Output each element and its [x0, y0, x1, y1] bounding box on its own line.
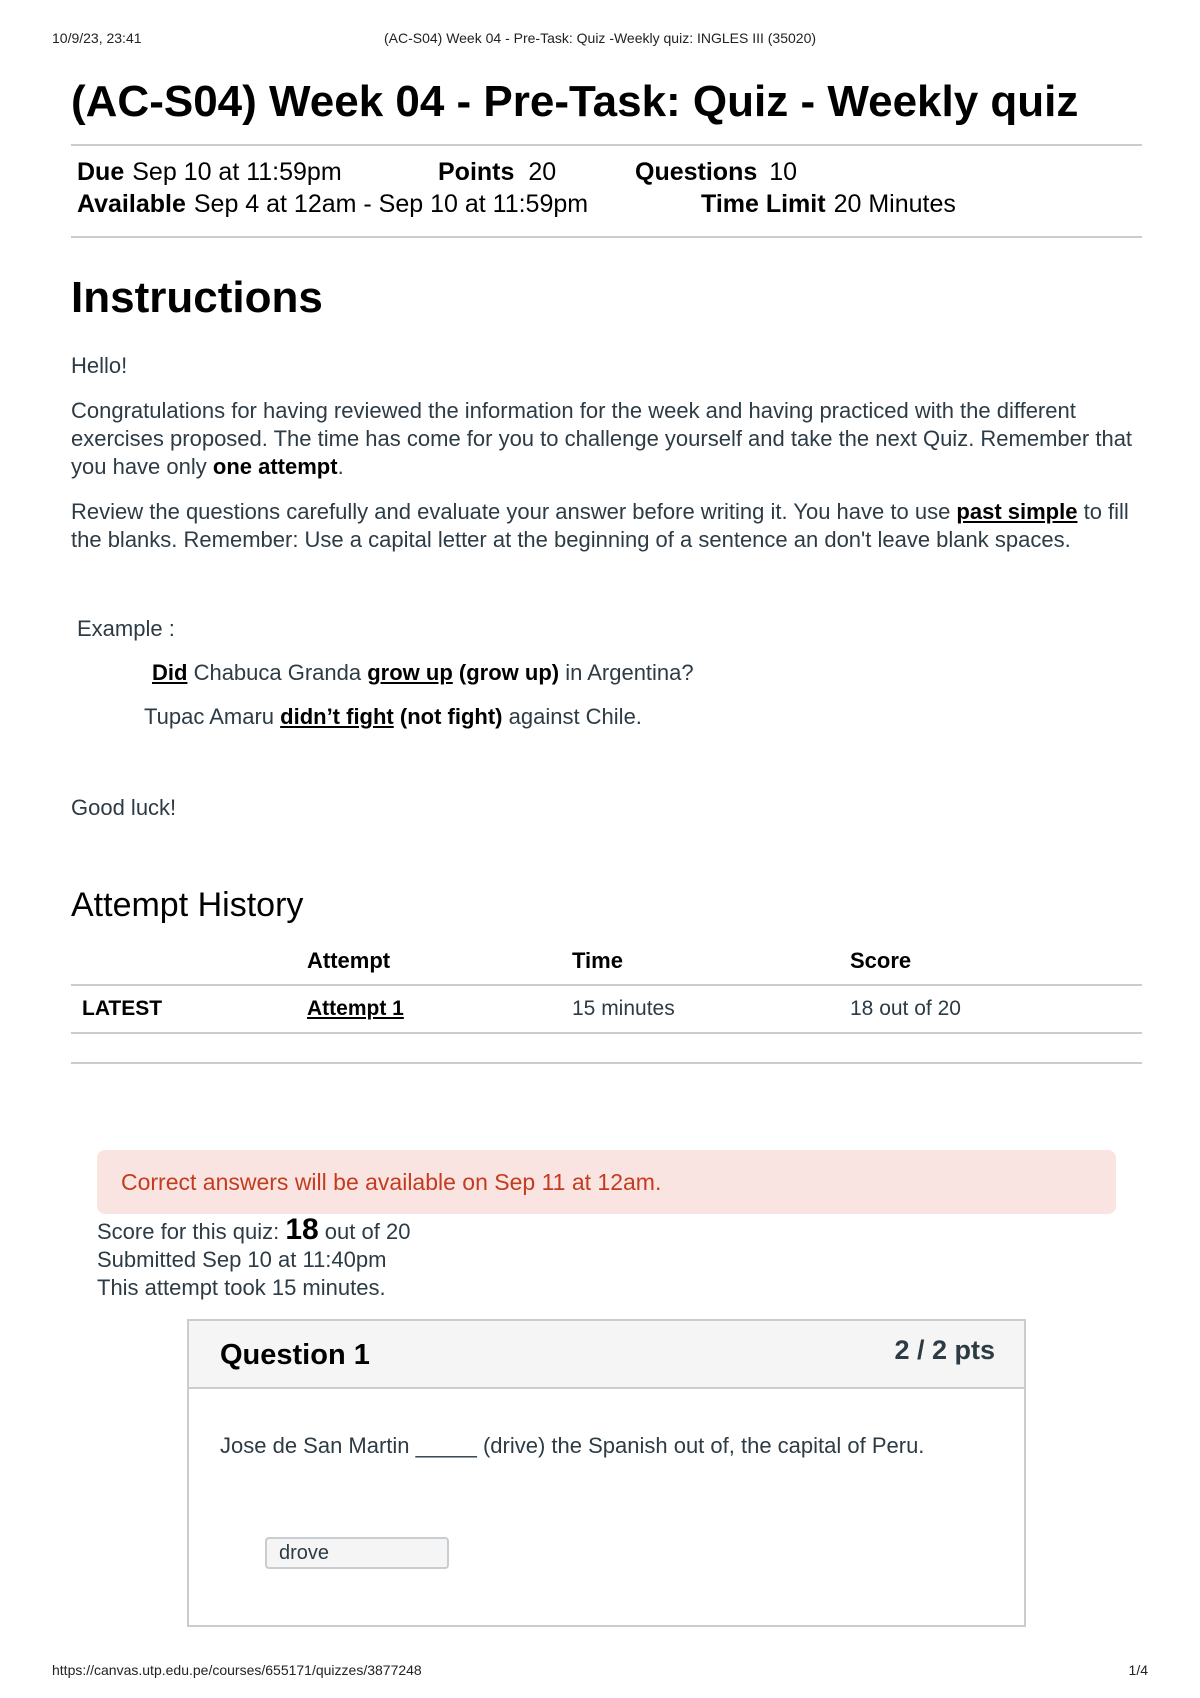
print-page-title: (AC-S04) Week 04 - Pre-Task: Quiz -Weekly quiz: INGLES III (35020): [383, 30, 817, 46]
example-sentence-1: [71, 659, 1142, 687]
p1-end: .: [337, 454, 344, 479]
table-row: [71, 985, 1142, 1033]
attempt-history-table: [71, 937, 1142, 1034]
question-1-answer-field: drove: [265, 1537, 449, 1569]
example-sentence-2: [71, 703, 1142, 731]
due-value: Sep 10 at 11:59pm: [132, 158, 342, 186]
print-header: [52, 30, 1148, 50]
available-detail: [77, 190, 588, 219]
column-header-blank: [71, 937, 307, 985]
question-1-header: [189, 1321, 1024, 1389]
points-detail: [438, 158, 556, 187]
print-footer: [52, 1662, 1148, 1682]
print-page-number: 1/4: [1128, 1662, 1148, 1678]
instructions-paragraph-2: [71, 498, 1142, 554]
time-limit-detail: [701, 190, 956, 219]
print-datetime: 10/9/23, 23:41: [52, 30, 142, 46]
question-1-body: [189, 1389, 1024, 1625]
duration-line: This attempt took 15 minutes.: [97, 1275, 386, 1300]
score-suffix: out of 20: [318, 1219, 411, 1244]
example2-end: against Chile.: [502, 704, 642, 729]
example1-verb: grow up: [367, 660, 453, 685]
score-prefix: Score for this quiz:: [97, 1219, 286, 1244]
attempt-time: 15 minutes: [572, 985, 850, 1033]
attempt-score: 18 out of 20: [850, 985, 1142, 1033]
hello-text: Hello!: [71, 353, 128, 378]
questions-value: 10: [769, 158, 798, 186]
available-value: Sep 4 at 12am - Sep 10 at 11:59pm: [193, 190, 589, 218]
example-label: Example :: [77, 616, 175, 641]
example2-start: Tupac Amaru: [144, 704, 281, 729]
correct-answers-alert: Correct answers will be available on Sep 11 at 12am.: [97, 1150, 1116, 1214]
column-header-time: Time: [572, 937, 850, 985]
instructions-paragraph-1: [71, 397, 1142, 481]
available-label: Available: [77, 190, 186, 218]
score-summary: [97, 1213, 411, 1302]
past-simple-emphasis: past simple: [956, 499, 1078, 524]
attempt-1-link[interactable]: Attempt 1: [307, 997, 404, 1020]
submitted-line: Submitted Sep 10 at 11:40pm: [97, 1247, 387, 1272]
one-attempt-bold: one attempt: [212, 454, 338, 479]
score-value: 18: [285, 1213, 319, 1246]
questions-detail: [635, 158, 797, 187]
example1-hint: (grow up): [452, 660, 560, 685]
due-detail: [77, 158, 342, 187]
quiz-details: [71, 146, 1142, 238]
quiz-score-line: [97, 1213, 411, 1246]
time-limit-label: Time Limit: [701, 190, 826, 218]
print-url: https://canvas.utp.edu.pe/courses/655171/quizzes/3877248: [52, 1662, 422, 1678]
time-limit-value: 20 Minutes: [833, 190, 956, 218]
example2-hint: (not fight): [393, 704, 503, 729]
column-header-attempt: Attempt: [307, 937, 572, 985]
due-label: Due: [77, 158, 125, 186]
question-1-title: Question 1: [220, 1339, 370, 1371]
example1-end: in Argentina?: [559, 660, 694, 685]
question-1-text: Jose de San Martin _____ (drive) the Spanish out of, the capital of Peru.: [220, 1433, 925, 1458]
p2-end: to fill the blanks. Remember: Use a capital letter at the beginning of a sentence an don't leave blank spaces.: [71, 499, 1129, 552]
section-divider: [71, 1062, 1142, 1064]
example1-did: Did: [152, 660, 188, 685]
example2-verb: didn’t fight: [280, 704, 394, 729]
p1-text: Congratulations for having reviewed the information for the week and having practiced with the different exercises proposed. The time has come for you to challenge yourself and take the next Quiz. Remember that you have only: [71, 398, 1133, 479]
points-value: 20: [528, 158, 557, 186]
p2-start: Review the questions carefully and evaluate your answer before writing it. You have to use: [71, 499, 957, 524]
points-label: Points: [438, 158, 515, 186]
questions-label: Questions: [635, 158, 758, 186]
good-luck-text: Good luck!: [71, 795, 177, 820]
quiz-title: (AC-S04) Week 04 - Pre-Task: Quiz - Weekly quiz: [71, 72, 1142, 146]
question-1-card: [187, 1319, 1026, 1627]
table-header-row: [71, 937, 1142, 985]
instructions-heading: Instructions: [71, 273, 323, 322]
latest-label: LATEST: [71, 985, 307, 1033]
column-header-score: Score: [850, 937, 1142, 985]
quiz-content: [71, 72, 1142, 1064]
attempt-history-heading: Attempt History: [71, 886, 304, 924]
example1-middle: Chabuca Granda: [187, 660, 368, 685]
question-1-points: 2 / 2 pts: [894, 1335, 995, 1365]
